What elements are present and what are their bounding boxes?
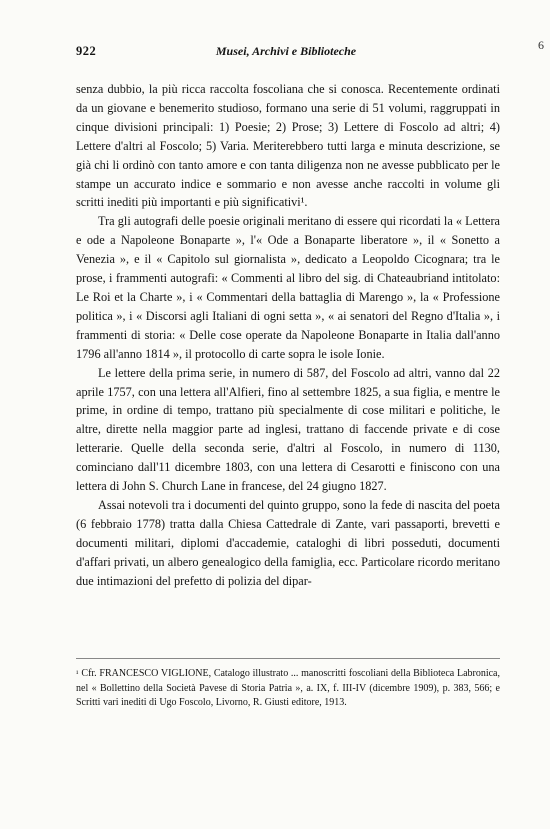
paragraph-collection: senza dubbio, la più ricca raccolta foscoliana che si conosca. Recentemente ordinati da un giovane e benemerito studioso, formano una serie di 51 volumi, raggruppati in cinque divisioni principali: 1) Poesie; 2) Prose; 3) Lettere di Foscolo ad altri; 4) Lettere d'altri al Foscolo; 5) Varia. Meriterebbero tutti larga e minuta descrizione, se già chi li ordinò con tanto amore e con tanta diligenza non ne avesse pubblicato per le stampe un accurato indice e sommario e non avesse anche raccolti in volume gli scritti inediti più importanti e più significativi¹. bbox=[76, 82, 500, 210]
paragraph-letters: Le lettere della prima serie, in numero di 587, del Foscolo ad altri, vanno dal 22 aprile 1757, con una lettera all'Alfieri, fino al settembre 1825, a sua figlia, e mentre le prime, in ordine di tempo, trattano più specialmente di cose militari e politiche, le altre, dirette nella maggior parte ad inglesi, trattano di faccende private e di cose letterarie. Quelle della seconda serie, d'altri al Foscolo, in numero di 1130, cominciano dall'11 dicembre 1803, con una lettera di Cesarotti e finiscono con una lettera di John S. Church Lane in francese, del 24 giugno 1827. bbox=[76, 365, 500, 494]
footnote bbox=[76, 667, 500, 711]
footnote-text: Cfr. FRANCESCO VIGLIONE, Catalogo illustrato ... manoscritti foscoliani della Biblioteca Labronica, nel « Bollettino della Società Pavese di Storia Patria », a. IX, f. III-IV (dicembre 1909), p. 383, 566; e Scritti vari inediti di Ugo Foscolo, Livorno, R. Giusti editore, 1913. bbox=[76, 668, 500, 708]
paragraph-autographs: Tra gli autografi delle poesie originali meritano di essere qui ricordati la « Lettera e ode a Napoleone Bonaparte », l'« Ode a Bonaparte liberatore », il « Sonetto a Venezia », e il « Capitolo sul giornalista », dedicato a Leopoldo Cicognara; tra le prose, i frammenti autografi: « Commenti al libro del sig. di Chateaubriand intitolato: Le Roi et la Charte », i « Commentari della battaglia di Marengo », la « Professione politica », i « Discorsi agli Italiani di ogni setta », « ai senatori del Regno d'Italia », i frammenti di storia: « Delle cose operate da Napoleone Bonaparte in Italia dall'anno 1796 all'anno 1814 », il protocollo di carte sopra le isole Ionie. bbox=[76, 214, 500, 361]
corner-mark: 6 bbox=[538, 38, 544, 52]
footnote-mark: ¹ bbox=[76, 669, 79, 678]
main-text bbox=[76, 80, 500, 590]
page-number: 922 bbox=[76, 44, 97, 58]
page-header bbox=[76, 44, 496, 62]
footnote-divider bbox=[76, 658, 500, 659]
running-title: Musei, Archivi e Biblioteche bbox=[215, 44, 357, 58]
paragraph-documents: Assai notevoli tra i documenti del quinto gruppo, sono la fede di nascita del poeta (6 febbraio 1778) tratta dalla Chiesa Cattedrale di Zante, vari passaporti, brevetti e documenti militari, diplomi d'accademie, cataloghi di libri posseduti, documenti d'affari privati, un albero genealogico della famiglia, ecc. Particolare ricordo meritano due intimazioni del prefetto di polizia del dipar- bbox=[76, 497, 500, 588]
